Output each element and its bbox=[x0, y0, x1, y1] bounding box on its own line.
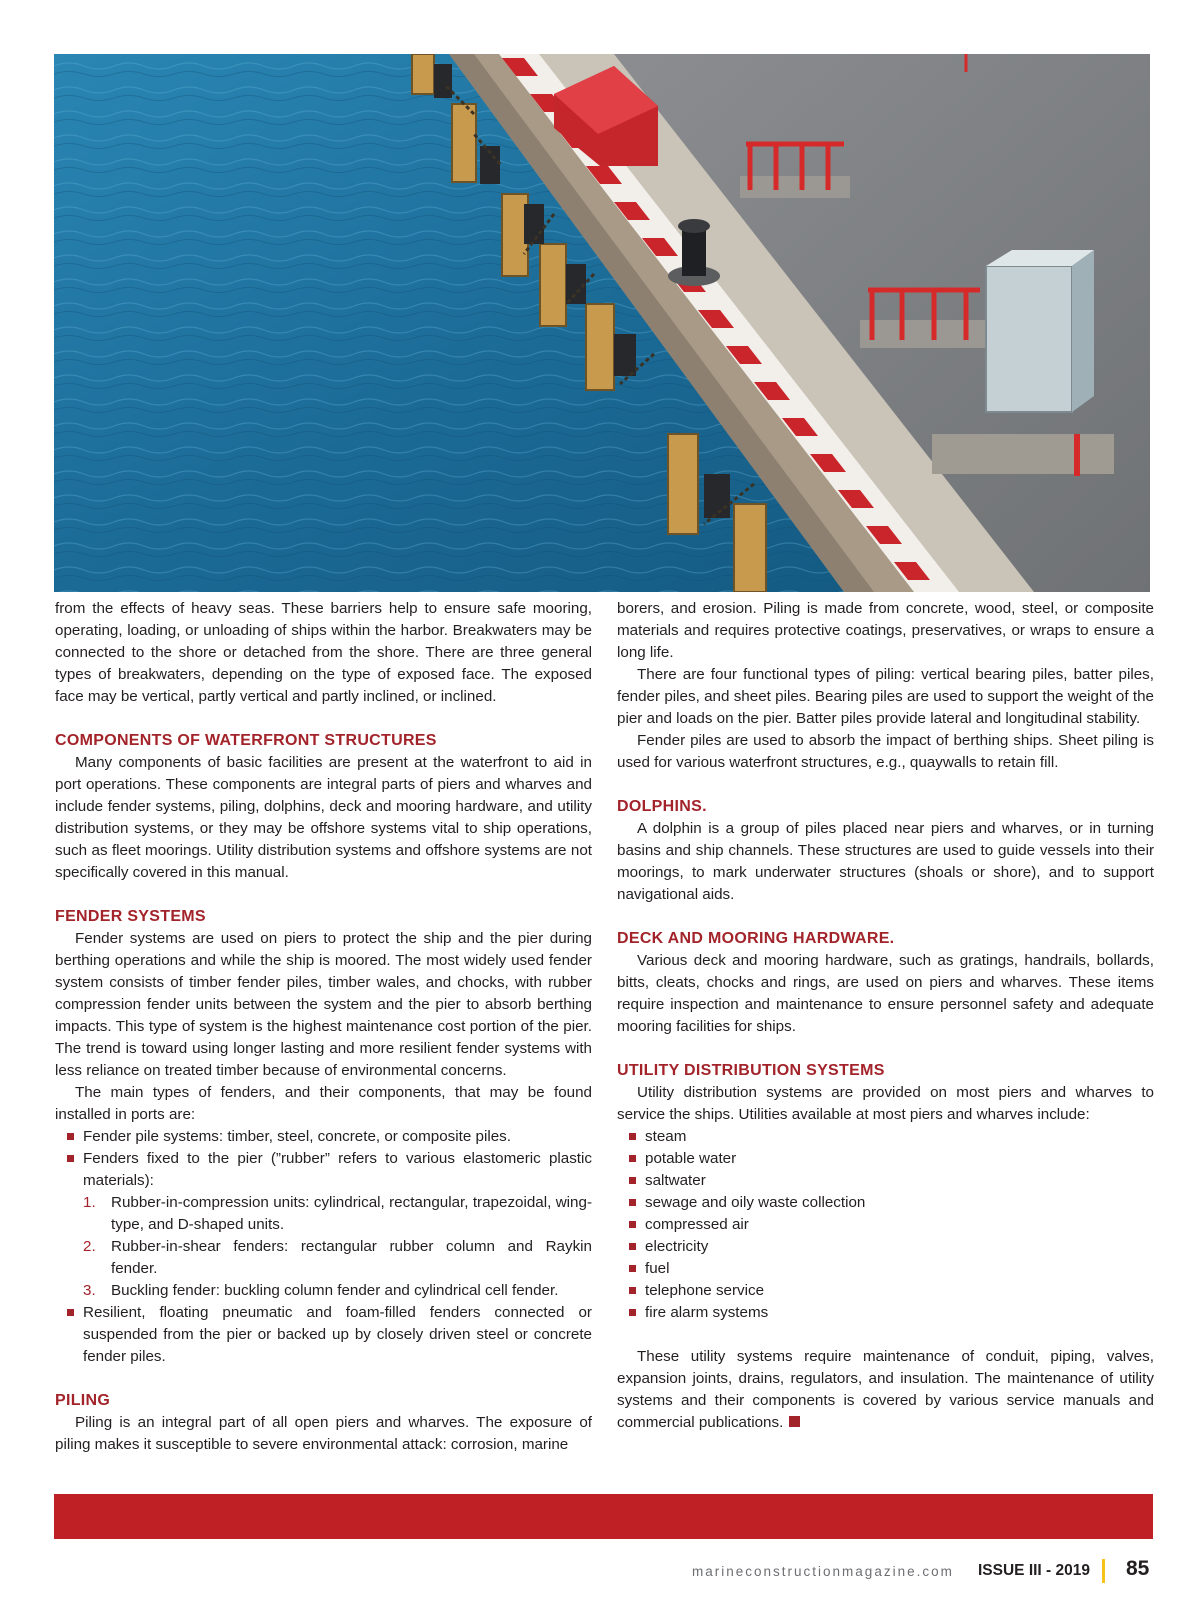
dolphins-heading: DOLPHINS. bbox=[617, 798, 707, 815]
dolphins-paragraph: A dolphin is a group of piles placed near piers and wharves, or in turning basins and ship channels. These structures are used to guide vessels into their moorings, to mark underwater structures (shoals or shore), and to support navigational aids. bbox=[617, 820, 1154, 903]
item-text: Rubber-in-shear fenders: rectangular rubber column and Raykin fender. bbox=[111, 1238, 592, 1277]
numbered-item bbox=[83, 1280, 592, 1302]
page-number: 85 bbox=[1126, 1557, 1150, 1580]
utility-paragraph: Utility distribution systems are provided on most piers and wharves to service the ships. Utilities available at most piers and wharves include: bbox=[617, 1084, 1154, 1123]
fender-paragraph-2: The main types of fenders, and their components, that may be found installed in ports are: bbox=[55, 1084, 592, 1123]
closing-text: These utility systems require maintenance of conduit, piping, valves, expansion joints, drains, regulators, and insulation. The maintenance of utility systems and their components is covered by various service manuals and commercial publications. bbox=[617, 1348, 1154, 1431]
fender-types-list bbox=[55, 1126, 592, 1368]
list-item-text: fire alarm systems bbox=[645, 1304, 769, 1321]
list-item-text: compressed air bbox=[645, 1216, 749, 1233]
list-item-text: sewage and oily waste collection bbox=[645, 1194, 866, 1211]
list-item bbox=[645, 1302, 1154, 1324]
list-item-text: telephone service bbox=[645, 1282, 765, 1299]
list-item bbox=[645, 1148, 1154, 1170]
item-number: 2. bbox=[83, 1238, 96, 1255]
list-item-text: Fender pile systems: timber, steel, concrete, or composite piles. bbox=[83, 1128, 511, 1145]
list-item-text: Resilient, floating pneumatic and foam-filled fenders connected or suspended from the pier or backed up by closely driven steel or concrete fender piles. bbox=[83, 1304, 592, 1365]
end-mark-icon bbox=[789, 1416, 800, 1427]
numbered-item bbox=[83, 1192, 592, 1236]
list-item-text: saltwater bbox=[645, 1172, 706, 1189]
pier-photo bbox=[54, 54, 1150, 592]
utility-heading: UTILITY DISTRIBUTION SYSTEMS bbox=[617, 1062, 885, 1079]
list-item bbox=[645, 1280, 1154, 1302]
list-item-text: fuel bbox=[645, 1260, 670, 1277]
list-item-text: potable water bbox=[645, 1150, 737, 1167]
footer-website: marineconstructionmagazine.com bbox=[692, 1564, 954, 1579]
footer-band bbox=[54, 1494, 1153, 1539]
deck-hardware-heading: DECK AND MOORING HARDWARE. bbox=[617, 930, 895, 947]
spacer bbox=[617, 1324, 1154, 1346]
piling-paragraph: Piling is an integral part of all open piers and wharves. The exposure of piling makes it susceptible to severe environmental attack: corrosion, marine bbox=[55, 1414, 592, 1453]
item-number: 1. bbox=[83, 1194, 96, 1211]
utilities-list bbox=[617, 1126, 1154, 1324]
item-text: Buckling fender: buckling column fender and cylindrical cell fender. bbox=[111, 1282, 559, 1299]
list-item-text: Fenders fixed to the pier (”rubber” refers to various elastomeric plastic materials): bbox=[83, 1150, 592, 1189]
item-text: Rubber-in-compression units: cylindrical, rectangular, trapezoidal, wing-type, and D-shaped units. bbox=[111, 1194, 592, 1233]
list-item bbox=[645, 1192, 1154, 1214]
piling-paragraph-2: There are four functional types of piling: vertical bearing piles, batter piles, fender piles, and sheet piles. Bearing piles are used to support the weight of the pier and loads on the pier. Batter piles provide lateral and longitudinal stability. bbox=[617, 666, 1154, 727]
list-item bbox=[645, 1126, 1154, 1148]
list-item bbox=[83, 1148, 592, 1302]
piling-paragraph-3: Fender piles are used to absorb the impact of berthing ships. Sheet piling is used for various waterfront structures, e.g., quaywalls to retain fill. bbox=[617, 732, 1154, 771]
numbered-item bbox=[83, 1236, 592, 1280]
footer-divider bbox=[1102, 1559, 1105, 1583]
list-item bbox=[645, 1214, 1154, 1236]
closing-paragraph bbox=[617, 1346, 1154, 1434]
item-number: 3. bbox=[83, 1282, 96, 1299]
list-item bbox=[645, 1236, 1154, 1258]
list-item bbox=[83, 1302, 592, 1368]
list-item-text: electricity bbox=[645, 1238, 709, 1255]
right-column bbox=[617, 598, 1154, 1434]
footer-issue: ISSUE III - 2019 bbox=[978, 1562, 1090, 1579]
list-item bbox=[645, 1170, 1154, 1192]
piling-heading: PILING bbox=[55, 1392, 111, 1409]
deck-paragraph: Various deck and mooring hardware, such as gratings, handrails, bollards, bitts, cleats, chocks and rings, are used on piers and wharves. These items require inspection and maintenance to ensure personnel safety and adequate mooring facilities for ships. bbox=[617, 952, 1154, 1035]
left-column bbox=[55, 598, 592, 1456]
list-item bbox=[83, 1126, 592, 1148]
intro-paragraph: from the effects of heavy seas. These barriers help to ensure safe mooring, operating, loading, or unloading of ships within the harbor. Breakwaters may be connected to the shore or detached from the shore. There are three general types of breakwaters, depending on the type of exposed face. The exposed face may be vertical, partly vertical and partly inclined, or inclined. bbox=[55, 600, 592, 705]
list-item-text: steam bbox=[645, 1128, 687, 1145]
list-item bbox=[645, 1258, 1154, 1280]
piling-continued: borers, and erosion. Piling is made from concrete, wood, steel, or composite materials and requires protective coatings, preservatives, or wraps to ensure a long life. bbox=[617, 600, 1154, 661]
fender-systems-heading: FENDER SYSTEMS bbox=[55, 908, 206, 925]
components-paragraph: Many components of basic facilities are present at the waterfront to aid in port operations. These components are integral parts of piers and wharves and include fender systems, piling, dolphins, deck and mooring hardware, and utility distribution systems, or they may be offshore systems vital to ship operations, such as fleet moorings. Utility distribution systems and offshore systems are not specifically covered in this manual. bbox=[55, 754, 592, 881]
fender-paragraph-1: Fender systems are used on piers to protect the ship and the pier during berthing operations and while the ship is moored. The most widely used fender system consists of timber fender piles, timber wales, and chocks, with rubber compression fender units between the system and the pier to absorb berthing impacts. This type of system is the highest maintenance cost portion of the pier. The trend is toward using longer lasting and more resilient fender systems with less reliance on treated timber because of environmental concerns. bbox=[55, 930, 592, 1079]
components-heading: COMPONENTS OF WATERFRONT STRUCTURES bbox=[55, 732, 437, 749]
fender-subtypes-list bbox=[83, 1192, 592, 1302]
